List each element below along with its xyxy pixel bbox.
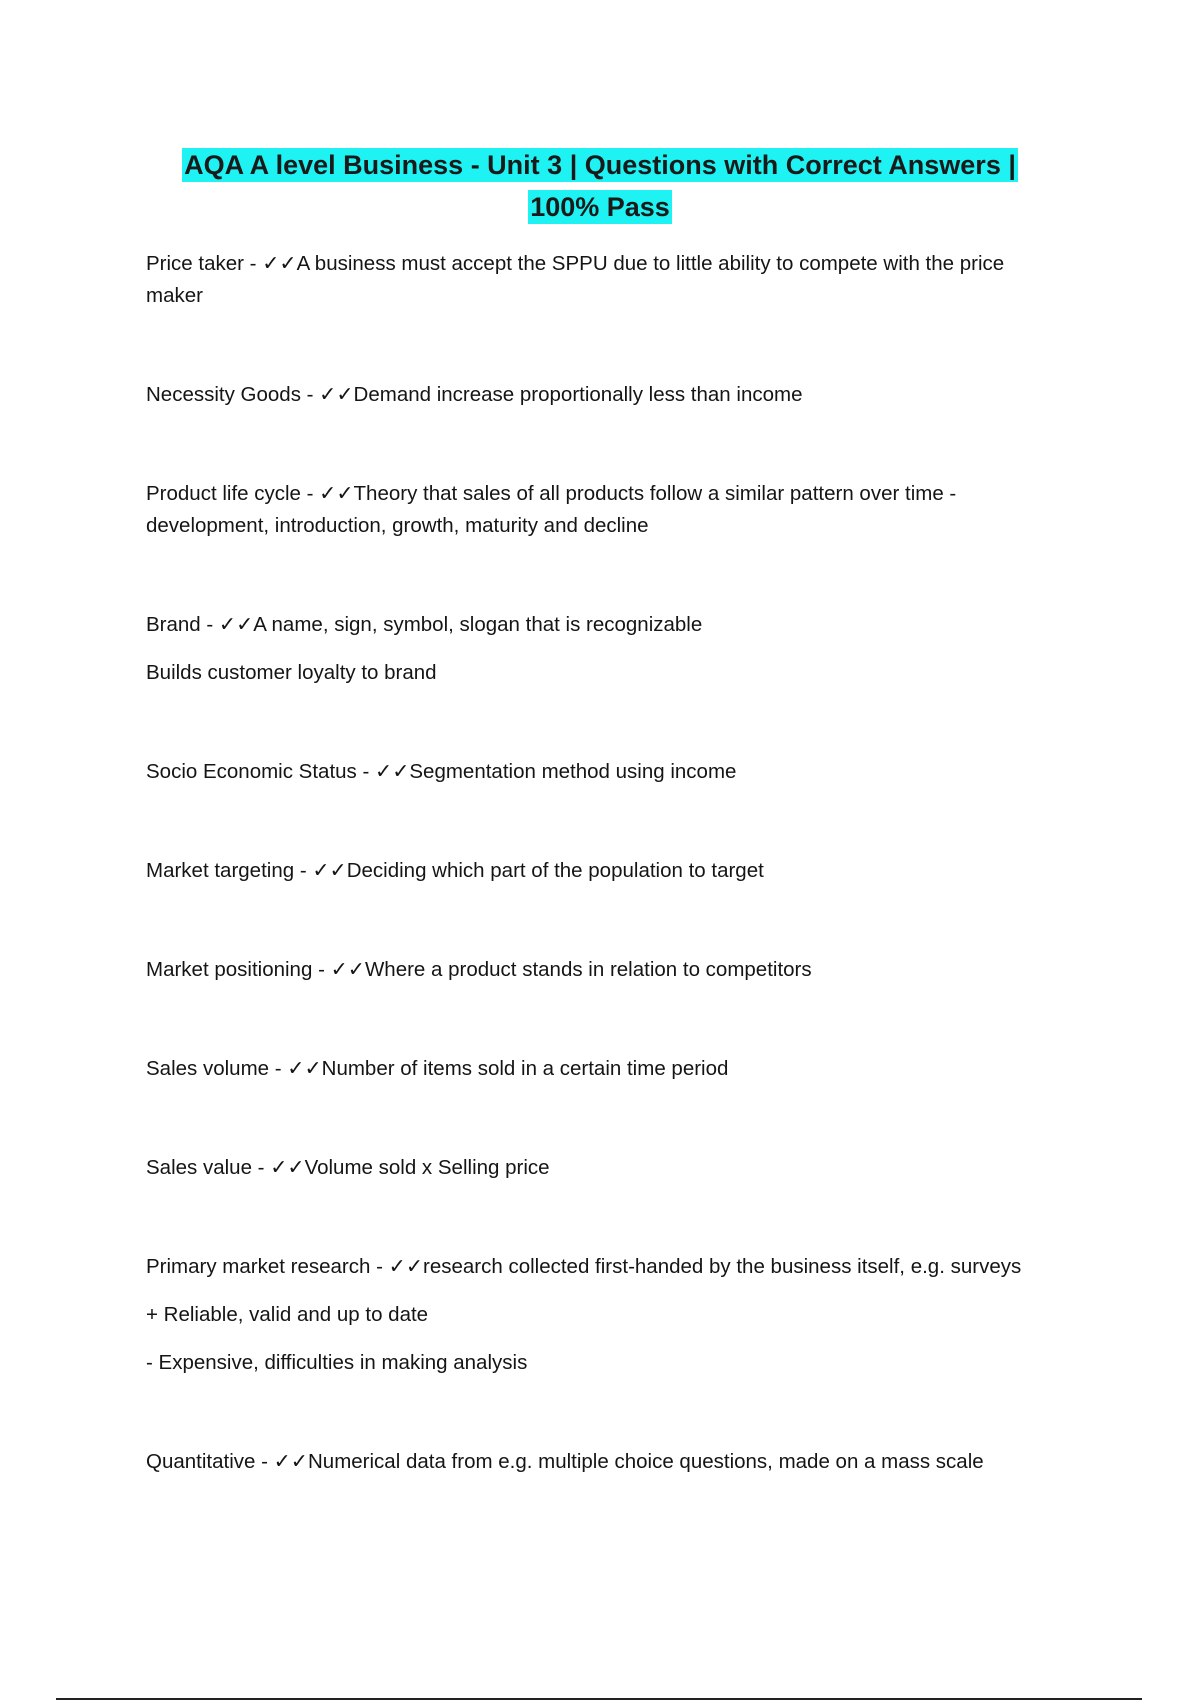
qa-entry	[146, 1152, 1066, 1184]
qa-entry	[146, 756, 1066, 788]
check-marks-icon: - ✓✓	[356, 760, 410, 783]
qa-line	[146, 855, 1066, 887]
check-marks-icon: - ✓✓	[370, 1255, 423, 1278]
check-marks-icon: - ✓✓	[300, 482, 354, 505]
qa-answer: Deciding which part of the population to target	[346, 859, 764, 882]
qa-line	[146, 954, 1066, 986]
qa-term: Sales value	[146, 1156, 252, 1179]
qa-answer: Segmentation method using income	[409, 760, 737, 783]
qa-answer: Number of items sold in a certain time period	[321, 1057, 729, 1080]
qa-line	[146, 248, 1066, 312]
qa-term: Brand	[146, 613, 201, 636]
qa-term: Primary market research	[146, 1255, 371, 1278]
qa-term: Product life cycle	[146, 482, 301, 505]
qa-entry	[146, 954, 1066, 986]
qa-answer: Volume sold x Selling price	[304, 1156, 550, 1179]
qa-line	[146, 1446, 1066, 1478]
qa-line	[146, 1053, 1066, 1085]
qa-line	[146, 379, 1066, 411]
qa-line	[146, 478, 1066, 542]
qa-entry	[146, 478, 1066, 542]
qa-line	[146, 756, 1066, 788]
check-marks-icon: - ✓✓	[243, 252, 297, 275]
qa-entry	[146, 609, 1066, 689]
qa-list	[146, 248, 1066, 1545]
qa-term: Socio Economic Status	[146, 760, 357, 783]
qa-entry	[146, 248, 1066, 312]
qa-entry	[146, 855, 1066, 887]
qa-line	[146, 1251, 1066, 1283]
qa-note: + Reliable, valid and up to date	[146, 1303, 429, 1326]
qa-note: - Expensive, difficulties in making analysis	[146, 1351, 528, 1374]
qa-answer: Demand increase proportionally less than income	[353, 383, 803, 406]
title-line-1: AQA A level Business - Unit 3 | Questions with Correct Answers |	[184, 150, 1016, 180]
qa-term: Quantitative	[146, 1450, 256, 1473]
qa-entry	[146, 1053, 1066, 1085]
check-marks-icon: - ✓✓	[255, 1450, 308, 1473]
qa-term: Necessity Goods	[146, 383, 301, 406]
qa-answer: Numerical data from e.g. multiple choice questions, made on a mass scale	[307, 1450, 984, 1473]
qa-entry	[146, 1251, 1066, 1379]
qa-entry	[146, 379, 1066, 411]
qa-line	[146, 609, 1066, 641]
qa-answer: Theory that sales of all products follow a similar pattern over time - development, introduction, growth, maturity and decline	[146, 482, 957, 537]
check-marks-icon: - ✓✓	[312, 958, 365, 981]
qa-term: Sales volume	[146, 1057, 270, 1080]
qa-term: Market targeting	[146, 859, 295, 882]
check-marks-icon: - ✓✓	[251, 1156, 305, 1179]
qa-term: Market positioning	[146, 958, 313, 981]
document-title	[120, 144, 1080, 228]
qa-answer: Where a product stands in relation to competitors	[364, 958, 812, 981]
qa-line	[146, 1152, 1066, 1184]
qa-entry	[146, 1446, 1066, 1478]
title-line-2: 100% Pass	[530, 192, 670, 222]
qa-note: Builds customer loyalty to brand	[146, 661, 437, 684]
check-marks-icon: - ✓✓	[294, 859, 347, 882]
check-marks-icon: - ✓✓	[300, 383, 354, 406]
check-marks-icon: - ✓✓	[200, 613, 254, 636]
qa-answer: A business must accept the SPPU due to little ability to compete with the price maker	[146, 252, 1005, 307]
qa-answer: research collected first-handed by the business itself, e.g. surveys	[423, 1255, 1022, 1278]
qa-answer: A name, sign, symbol, slogan that is recognizable	[253, 613, 703, 636]
check-marks-icon: - ✓✓	[269, 1057, 322, 1080]
qa-term: Price taker	[146, 252, 244, 275]
